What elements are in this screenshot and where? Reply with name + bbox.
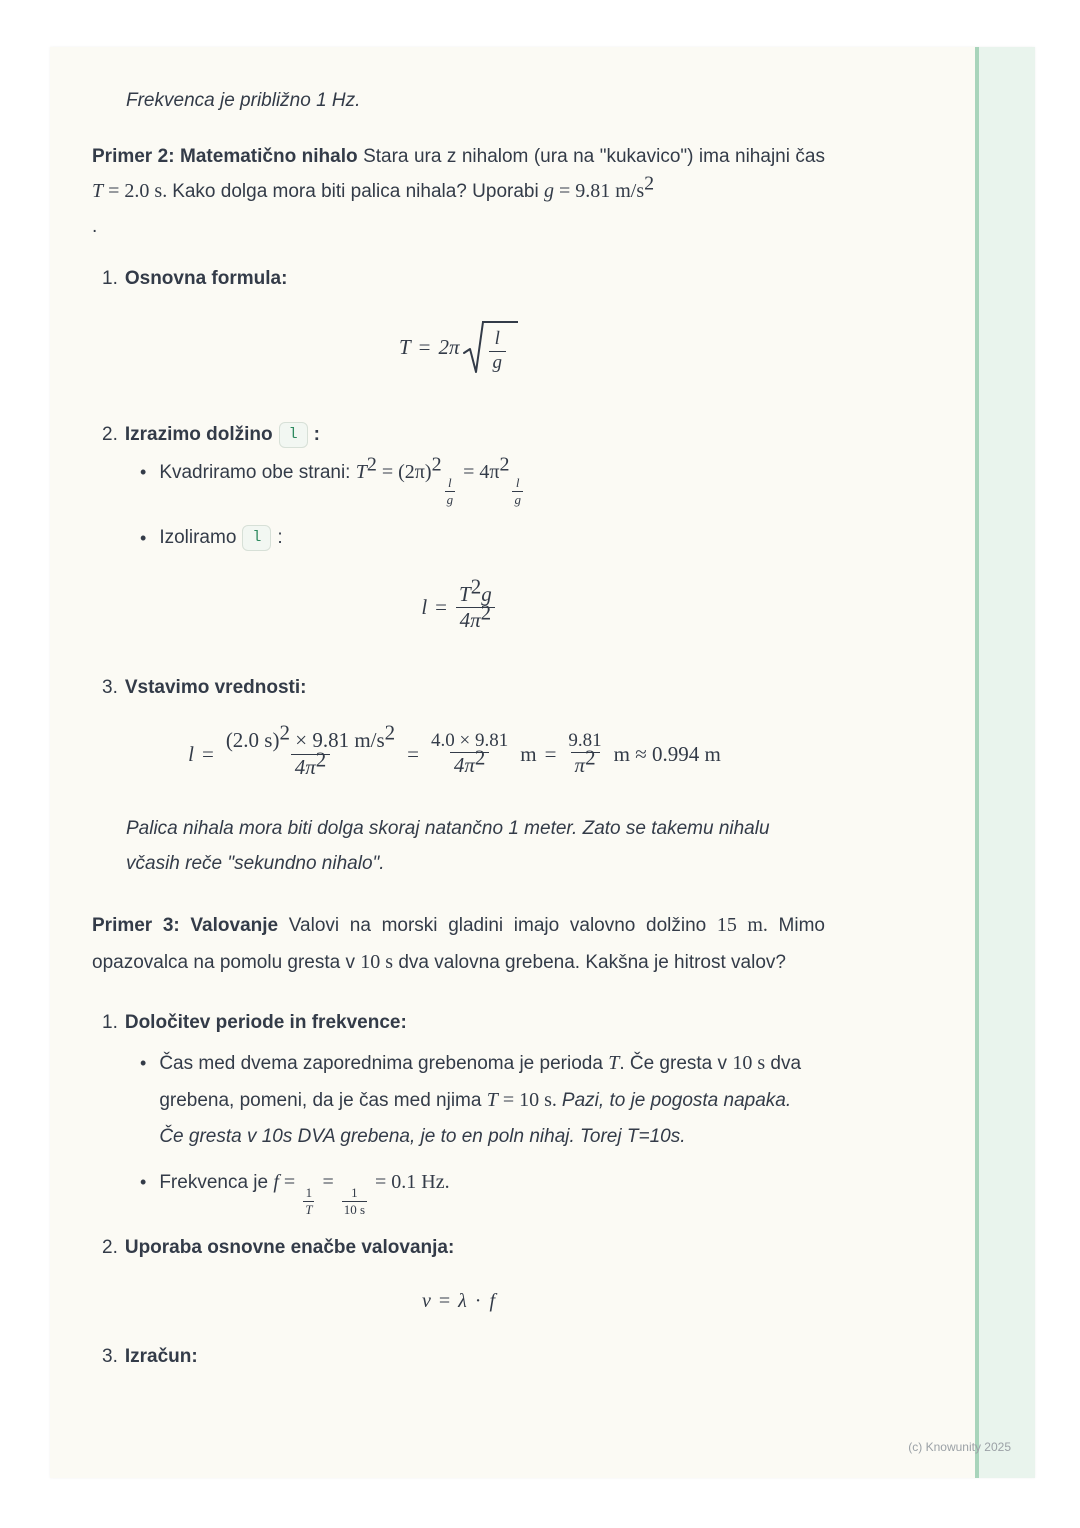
math-exponent: 2 xyxy=(279,720,290,745)
math-exponent: 2 xyxy=(384,720,396,745)
step-label: Uporaba osnovne enačbe valovanja: xyxy=(124,1237,455,1259)
ex3-step1 xyxy=(92,1009,825,1037)
text-run: Mimo opazovalca na pomolu gresta v xyxy=(92,914,825,973)
math-exponent: 2 xyxy=(480,600,492,625)
step-number: 2. xyxy=(102,1237,118,1259)
numerator: 4.0 × 9.81 xyxy=(431,729,509,751)
equals-sign: = xyxy=(438,1290,451,1313)
math-run: = 2.0 s. xyxy=(103,180,173,202)
math-result: m ≈ 0.994 m xyxy=(613,741,721,766)
math-var-f: f xyxy=(489,1290,496,1313)
math-run: = 9.81 m/s xyxy=(553,180,645,202)
radical-icon xyxy=(463,319,484,375)
math-exponent: 2 xyxy=(366,453,377,476)
math-run: × 9.81 m/s xyxy=(289,728,385,753)
dot-operator: · xyxy=(474,1290,482,1313)
example2-paragraph xyxy=(92,139,825,209)
page-margin-strip xyxy=(975,47,1035,1478)
text-run: Valovi na morski gladini imajo valovno dolžino xyxy=(278,914,717,936)
math-run: 15 m. xyxy=(716,913,768,936)
stray-period: . xyxy=(92,216,98,237)
document-content xyxy=(92,47,825,1371)
math-result: = 0.1 Hz. xyxy=(370,1170,450,1193)
equals-sign: = xyxy=(435,595,447,620)
math-var-g: g xyxy=(543,180,554,202)
text-run: Čas med dvema zaporednima grebenoma je perioda xyxy=(159,1052,609,1074)
ex2-step3 xyxy=(92,674,825,702)
text-run: Izoliramo xyxy=(159,526,237,548)
formula-period xyxy=(92,319,825,375)
equals-sign: = xyxy=(418,334,431,359)
math-exponent: 2 xyxy=(470,574,482,599)
step-number: 3. xyxy=(102,1346,118,1368)
denominator: g xyxy=(514,492,521,508)
math-var-v: v xyxy=(421,1290,431,1313)
math-run: 10 s xyxy=(360,950,394,973)
fraction xyxy=(489,328,507,375)
math-run: π xyxy=(574,753,586,778)
numerator: l xyxy=(494,328,500,349)
math-run: = 10 s. xyxy=(497,1088,562,1111)
square-root xyxy=(463,319,519,375)
text-run: Frekvenca je xyxy=(159,1171,274,1193)
math-coefficient: 2π xyxy=(438,334,460,359)
text-run: Kvadriramo obe strani: xyxy=(159,462,356,483)
step-label-text: Izrazimo dolžino xyxy=(124,424,273,445)
denominator: g xyxy=(489,351,507,375)
numerator: 1 xyxy=(351,1184,358,1200)
denominator xyxy=(450,746,490,779)
text-run: Stara ura z nihalom (ura na "kukavico") ima nihajni čas xyxy=(357,146,825,167)
math-exponent: 2 xyxy=(585,746,596,771)
bullet-icon xyxy=(140,457,146,509)
math-var-T: T xyxy=(398,334,411,359)
math-var-T: T xyxy=(486,1088,498,1111)
math-var-T: T xyxy=(355,461,367,483)
fraction xyxy=(512,475,523,509)
formula-wave xyxy=(92,1290,825,1313)
bullet-icon xyxy=(140,1045,146,1155)
math-var-l: l xyxy=(421,595,428,620)
math-var-T: T xyxy=(459,581,471,606)
denominator xyxy=(291,747,331,781)
step-label: Osnovna formula: xyxy=(124,268,288,289)
ex2-step2 xyxy=(92,421,825,449)
note-frequency: Frekvenca je približno 1 Hz. xyxy=(126,90,361,111)
step-label: Določitev periode in frekvence: xyxy=(124,1011,407,1033)
step-label: Izračun: xyxy=(124,1346,198,1368)
ex3-step3 xyxy=(92,1343,825,1371)
bullet-frekvenca xyxy=(92,1163,825,1219)
math-run: 10 s xyxy=(732,1051,766,1074)
bullet-text xyxy=(159,1045,804,1155)
fraction xyxy=(303,1185,314,1219)
numerator: l xyxy=(515,475,520,490)
math-exponent: 2 xyxy=(474,746,486,771)
math-var-lambda: λ xyxy=(458,1290,467,1313)
text-run: dva grebena, pomeni, da je čas med njima xyxy=(159,1052,802,1111)
math-exponent: 2 xyxy=(431,453,442,476)
math-run: 4π xyxy=(453,753,475,778)
fraction xyxy=(564,730,605,780)
bullet-icon xyxy=(140,1163,146,1219)
radicand xyxy=(482,321,519,375)
math-var-T: T xyxy=(92,180,104,202)
numerator: 9.81 xyxy=(568,729,602,751)
fraction xyxy=(427,730,512,780)
math-var-T: T xyxy=(608,1051,620,1074)
example3-title: Primer 3: Valovanje xyxy=(92,914,279,936)
step-number: 3. xyxy=(102,677,118,699)
bullet-perioda xyxy=(92,1045,825,1155)
code-chip-l: l xyxy=(242,525,271,551)
denominator xyxy=(456,600,496,634)
step-number: 1. xyxy=(102,1011,118,1033)
italic-warning: Pazi, to je pogosta napaka. Če gresta v 10s DVA grebena, je to en poln nihaj. Torej T=10s. xyxy=(159,1089,792,1147)
step-label: Vstavimo vrednosti: xyxy=(124,677,307,699)
step-number: 1. xyxy=(102,268,118,289)
math-exponent: 2 xyxy=(315,747,327,772)
ex3-step2 xyxy=(92,1234,825,1262)
formula-length xyxy=(92,574,825,635)
math-exponent: 2 xyxy=(499,453,510,476)
step-number: 2. xyxy=(102,424,118,445)
fraction xyxy=(445,475,456,509)
bullet-izoliramo xyxy=(92,523,825,554)
math-run: 4π xyxy=(459,608,481,633)
fraction xyxy=(342,1185,367,1219)
fraction xyxy=(222,720,399,781)
ex2-step1 xyxy=(92,265,825,293)
numerator: l xyxy=(448,475,452,490)
denominator: 10 s xyxy=(343,1201,366,1217)
bullet-text xyxy=(159,1163,804,1219)
denominator: T xyxy=(305,1201,313,1217)
watermark: (c) Knowunity 2025 xyxy=(908,1440,1011,1454)
formula-length-calculation xyxy=(92,720,825,781)
bullet-text xyxy=(159,523,804,554)
denominator: g xyxy=(446,492,454,508)
bullet-kvadriramo xyxy=(92,453,825,509)
equals-sign: = xyxy=(407,741,420,766)
math-run: = (2π) xyxy=(376,461,432,483)
math-unit: m xyxy=(520,741,537,766)
equals-sign: = xyxy=(317,1170,339,1193)
text-run: Kako dolga mora biti palica nihala? Uporabi xyxy=(172,181,544,202)
numerator xyxy=(222,720,399,754)
example3-paragraph xyxy=(92,907,825,981)
bullet-text xyxy=(159,453,804,509)
document-page xyxy=(50,47,1035,1478)
conclusion-note: Palica nihala mora biti dolga skoraj natančno 1 meter. Zato se takemu nihalu včasih reče "sekundno nihalo". xyxy=(126,817,770,874)
fraction xyxy=(455,574,496,635)
math-var-f: f xyxy=(273,1170,279,1193)
step-label xyxy=(125,421,320,449)
math-exponent: 2 xyxy=(644,172,655,195)
bullet-icon xyxy=(140,523,146,554)
math-run: (2.0 s) xyxy=(225,728,280,753)
math-var-g: g xyxy=(481,581,492,606)
math-run: 4π xyxy=(294,754,316,779)
colon: : xyxy=(277,526,283,548)
math-run: = 4π xyxy=(458,461,500,483)
equals-sign: = xyxy=(278,1170,301,1193)
text-run: dva valovna grebena. Kakšna je hitrost valov? xyxy=(393,951,786,973)
code-chip-l: l xyxy=(279,422,308,448)
numerator: 1 xyxy=(305,1184,313,1200)
equals-sign: = xyxy=(201,741,214,766)
colon: : xyxy=(313,424,320,445)
denominator xyxy=(571,746,600,779)
math-var-l: l xyxy=(188,741,194,766)
text-run: . Če gresta v xyxy=(619,1052,733,1074)
equals-sign: = xyxy=(544,741,557,766)
example2-title: Primer 2: Matematično nihalo xyxy=(92,146,358,167)
